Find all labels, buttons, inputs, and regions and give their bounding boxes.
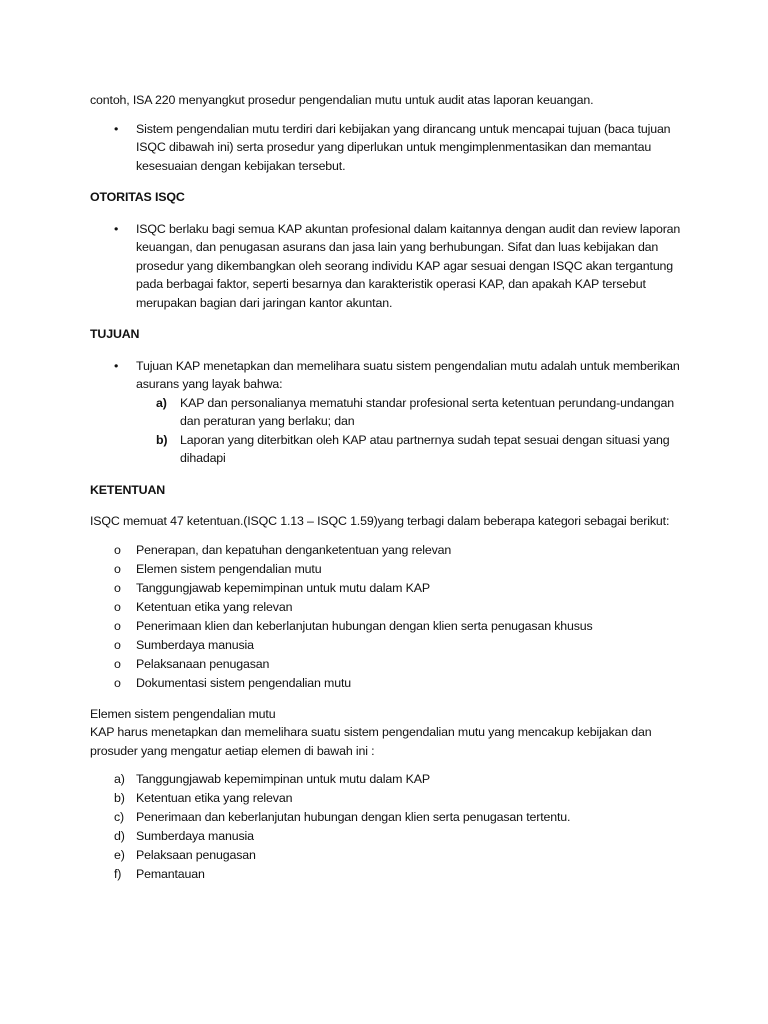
list-item — [90, 541, 690, 560]
list-item-text: Penerapan, dan kepatuhan denganketentuan yang relevan — [136, 542, 452, 557]
list-marker: b) — [156, 432, 168, 447]
list-marker: d) — [114, 829, 125, 843]
list-item-text: Ketentuan etika yang relevan — [136, 599, 293, 614]
tujuan-bullet — [90, 357, 690, 394]
ketentuan-heading: KETENTUAN — [90, 482, 166, 497]
list-item-text: Sumberdaya manusia — [136, 829, 254, 843]
list-item — [90, 617, 690, 636]
elemen-title: Elemen sistem pengendalian mutu — [90, 706, 276, 721]
list-item-text: Elemen sistem pengendalian mutu — [136, 561, 322, 576]
circle-bullet-icon: o — [114, 542, 121, 557]
list-item-text: Ketentuan etika yang relevan — [136, 791, 293, 805]
circle-bullet-icon: o — [114, 637, 121, 652]
list-item-text: Laporan yang diterbitkan oleh KAP atau partnernya sudah tepat sesuai dengan situasi yang dihadapi — [180, 432, 670, 465]
list-item-text: Tanggungjawab kepemimpinan untuk mutu dalam KAP — [136, 772, 430, 786]
list-marker: a) — [156, 395, 167, 410]
circle-bullet-icon: o — [114, 618, 121, 633]
circle-bullet-icon: o — [114, 675, 121, 690]
list-marker: e) — [114, 848, 125, 862]
list-item-text: Pelaksanaan penugasan — [136, 656, 270, 671]
circle-bullet-icon: o — [114, 656, 121, 671]
list-item — [90, 789, 690, 808]
list-item — [90, 636, 690, 655]
list-item-text: Tanggungjawab kepemimpinan untuk mutu dalam KAP — [136, 580, 430, 595]
list-item-text: Pemantauan — [136, 867, 205, 881]
list-item — [90, 674, 690, 693]
list-marker: a) — [114, 772, 125, 786]
list-item — [90, 598, 690, 617]
list-item-text: Sumberdaya manusia — [136, 637, 254, 652]
otoritas-bullet — [90, 220, 690, 313]
list-item-text: KAP dan personalianya mematuhi standar profesional serta ketentuan perundang-undangan dan peraturan yang berlaku; dan — [180, 395, 675, 428]
system-bullet-text: Sistem pengendalian mutu terdiri dari kebijakan yang dirancang untuk mencapai tujuan (baca tujuan ISQC dibawah ini) serta prosedur yang diperlukan untuk mengimplenmentasikan dan memantau kesesuaian dengan kebijakan tersebut. — [136, 121, 671, 173]
otoritas-heading: OTORITAS ISQC — [90, 190, 185, 204]
intro-paragraph: contoh, ISA 220 menyangkut prosedur pengendalian mutu untuk audit atas laporan keuangan. — [90, 93, 594, 107]
circle-bullet-icon: o — [114, 599, 121, 614]
tujuan-sub-list — [90, 394, 690, 468]
list-item — [90, 655, 690, 674]
list-item — [90, 394, 690, 431]
elemen-text: KAP harus menetapkan dan memelihara suatu sistem pengendalian mutu yang mencakup kebijakan dan prosuder yang mengatur aetiap elemen di bawah ini : — [90, 725, 652, 758]
tujuan-heading: TUJUAN — [90, 327, 140, 341]
ketentuan-text: ISQC memuat 47 ketentuan.(ISQC 1.13 – ISQC 1.59)yang terbagi dalam beberapa kategori sebagai berikut: — [90, 514, 670, 528]
bullet-icon: • — [114, 358, 119, 373]
bullet-icon: • — [114, 221, 119, 236]
list-item — [90, 431, 690, 468]
circle-bullet-icon: o — [114, 561, 121, 576]
list-item — [90, 846, 690, 865]
otoritas-text: ISQC berlaku bagi semua KAP akuntan profesional dalam kaitannya dengan audit dan review laporan keuangan, dan penugasan asurans dan jasa lain yang berhubungan. Sifat dan luas kebijakan dan prosedur yang dikembangkan oleh seorang individu KAP agar sesuai dengan ISQC akan tergantung pada berbagai faktor, seperti besarnya dan karakteristik operasi KAP, dan apakah KAP tersebut merupakan bagian dari jaringan kantor akuntan. — [136, 221, 681, 310]
circle-bullet-icon: o — [114, 580, 121, 595]
list-item — [90, 865, 690, 884]
list-item-text: Penerimaan dan keberlanjutan hubungan dengan klien serta penugasan tertentu. — [136, 810, 571, 824]
tujuan-text: Tujuan KAP menetapkan dan memelihara suatu sistem pengendalian mutu adalah untuk memberikan asurans yang layak bahwa: — [136, 358, 680, 391]
list-item — [90, 579, 690, 598]
list-item — [90, 827, 690, 846]
list-marker: c) — [114, 810, 125, 824]
list-item-text: Penerimaan klien dan keberlanjutan hubungan dengan klien serta penugasan khusus — [136, 618, 593, 633]
list-marker: f) — [114, 867, 122, 881]
list-item — [90, 560, 690, 579]
ketentuan-list — [90, 541, 690, 693]
list-item — [90, 808, 690, 827]
list-item-text: Pelaksaan penugasan — [136, 848, 256, 862]
list-marker: b) — [114, 791, 125, 805]
system-bullet — [90, 120, 690, 176]
document-page — [90, 91, 690, 884]
bullet-icon: • — [114, 121, 119, 136]
list-item-text: Dokumentasi sistem pengendalian mutu — [136, 675, 351, 690]
elemen-list — [90, 770, 690, 884]
list-item — [90, 770, 690, 789]
